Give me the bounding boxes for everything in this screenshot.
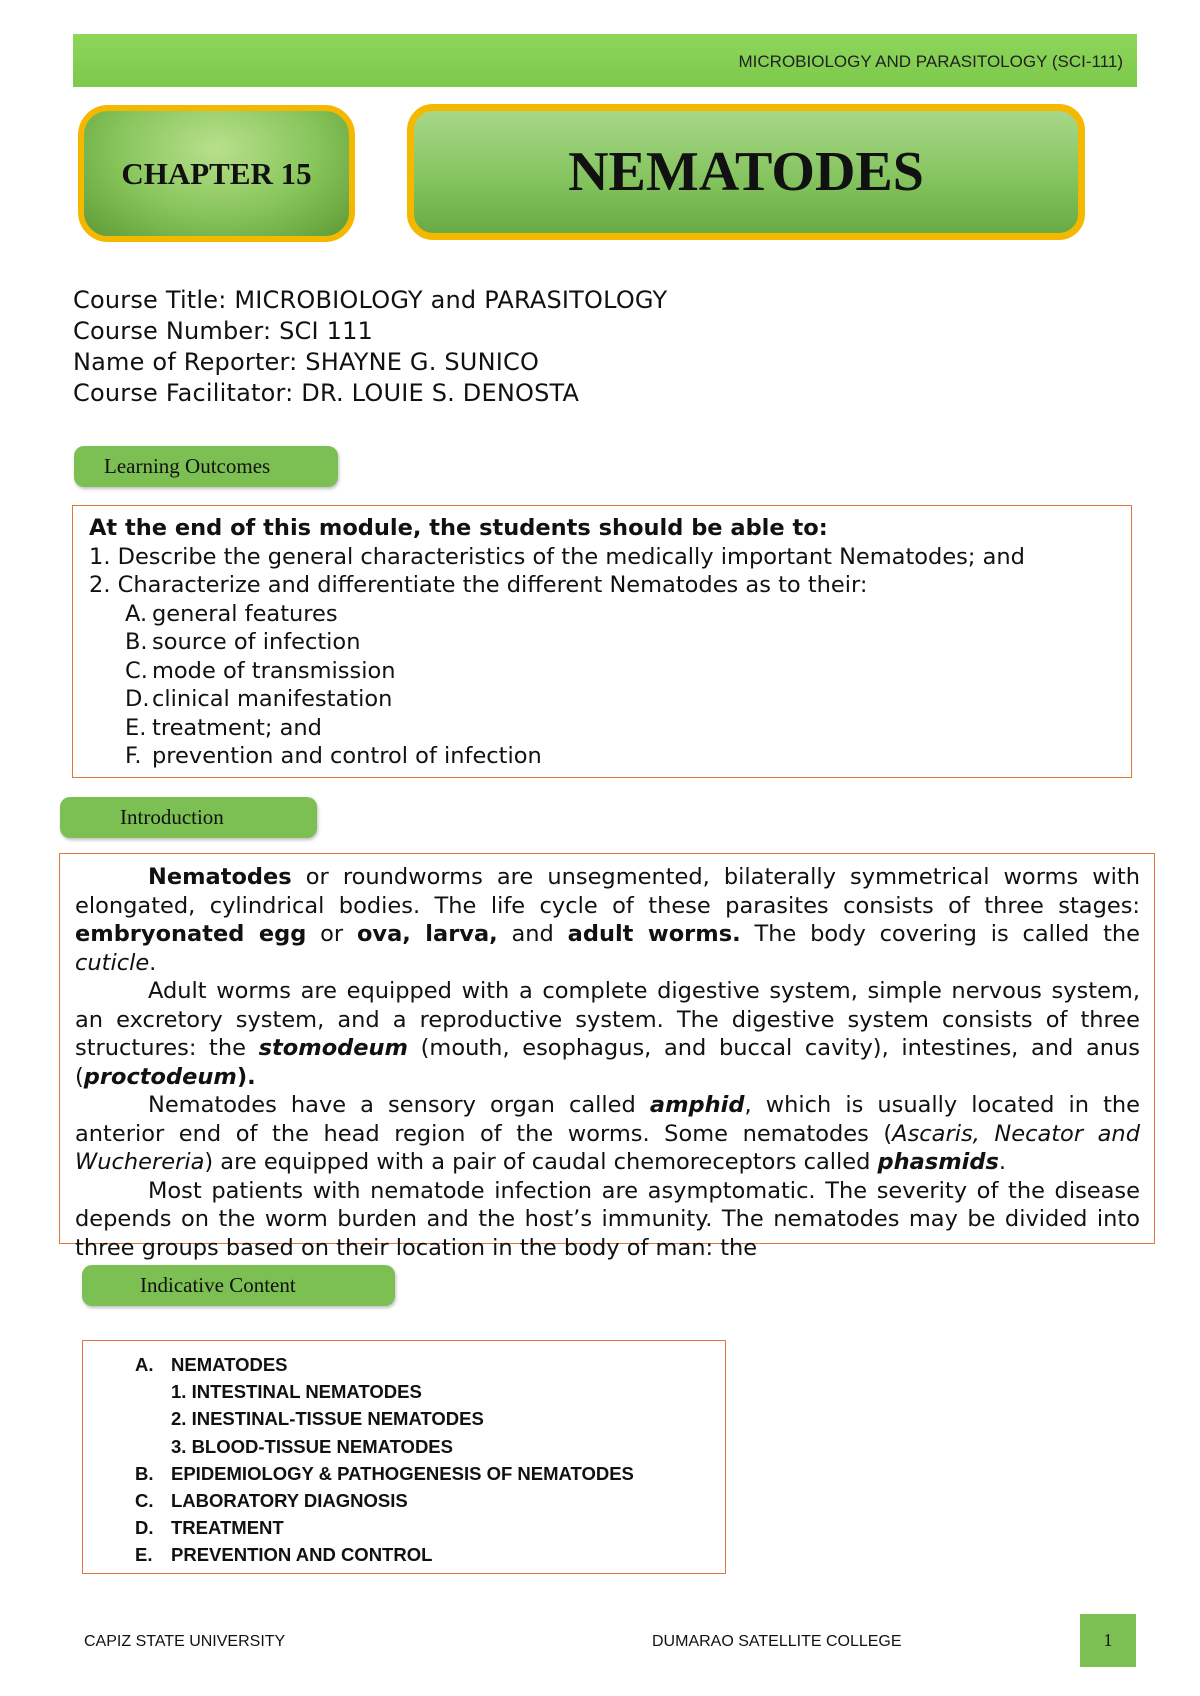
intro-paragraph-3: Nematodes have a sensory organ called amphid, which is usually located in the anterior end of the head region of the worms. Some nematodes (Ascaris, Necator and Wuchereria) are equipped with a pair of caudal chemoreceptors called phasmids.	[75, 1092, 1140, 1175]
content-item: B. EPIDEMIOLOGY & PATHOGENESIS OF NEMATODES	[135, 1462, 634, 1484]
footer-college: DUMARAO SATELLITE COLLEGE	[652, 1633, 902, 1650]
intro-paragraph-4: Most patients with nematode infection are asymptomatic. The severity of the disease depends on the worm burden and the host’s immunity. The nematodes may be divided into three groups based on their location in the body of man: the	[75, 1177, 1140, 1261]
introduction-heading	[60, 797, 317, 838]
outcome-subitem: F. prevention and control of infection	[125, 743, 542, 769]
outcome-subitem: D. clinical manifestation	[125, 686, 393, 712]
learning-outcomes-heading	[74, 446, 338, 487]
outcome-subitem: C. mode of transmission	[125, 657, 396, 684]
facilitator-line: Course Facilitator: DR. LOUIE S. DENOSTA	[73, 379, 580, 407]
learning-outcomes-heading-label: Learning Outcomes	[104, 454, 271, 478]
chapter-title-banner	[407, 104, 1085, 240]
introduction-heading-label: Introduction	[120, 805, 224, 829]
content-item: E. PREVENTION AND CONTROL	[135, 1544, 433, 1566]
outcome-item: 2. Characterize and differentiate the different Nematodes as to their:	[89, 572, 868, 598]
intro-paragraph-2: Adult worms are equipped with a complete digestive system, simple nervous system, an excretory system, and a reproductive system. The digestive system consists of three structures: the stomodeum (mouth, esophagus, and buccal cavity), intestines, and anus (proctodeum).	[75, 978, 1140, 1090]
indicative-content-box	[82, 1340, 726, 1574]
outcome-item: 1. Describe the general characteristics of the medically important Nematodes; and	[89, 543, 1025, 570]
content-item: A. NEMATODES	[135, 1354, 288, 1375]
learning-outcomes-box	[72, 505, 1132, 778]
content-subitem: 3. BLOOD-TISSUE NEMATODES	[171, 1435, 453, 1457]
content-subitem: 2. INESTINAL-TISSUE NEMATODES	[171, 1408, 484, 1430]
indicative-content-heading-label: Indicative Content	[140, 1273, 296, 1297]
content-item: C. LABORATORY DIAGNOSIS	[135, 1490, 408, 1512]
indicative-content-heading	[82, 1265, 395, 1306]
outcome-subitem: E. treatment; and	[125, 714, 322, 741]
outcomes-lead: At the end of this module, the students should be able to:	[89, 515, 828, 541]
outcome-subitem: A. general features	[125, 600, 338, 627]
chapter-label: CHAPTER 15	[121, 155, 312, 191]
course-number-line: Course Number: SCI 111	[73, 317, 374, 345]
footer-university: CAPIZ STATE UNIVERSITY	[84, 1633, 286, 1650]
introduction-box	[59, 853, 1155, 1261]
outcome-subitem: B. source of infection	[125, 629, 361, 655]
course-title-line: Course Title: MICROBIOLOGY and PARASITOLOGY	[73, 286, 668, 314]
page-number: 1	[1103, 1630, 1113, 1650]
content-item: D. TREATMENT	[135, 1517, 284, 1539]
header-title: MICROBIOLOGY AND PARASITOLOGY (SCI-111)	[738, 52, 1123, 71]
content-subitem: 1. INTESTINAL NEMATODES	[171, 1381, 422, 1403]
header-bar	[73, 34, 1137, 87]
page-number-badge	[1080, 1614, 1136, 1667]
chapter-badge	[78, 105, 355, 242]
intro-paragraph-1: Nematodes or roundworms are unsegmented, bilaterally symmetrical worms with elongated, cylindrical bodies. The life cycle of these parasites consists of three stages: embryonated egg or ova, larva, and adult worms. The body covering is called the cuticle.	[75, 864, 1141, 976]
chapter-title: NEMATODES	[568, 141, 924, 203]
reporter-line: Name of Reporter: SHAYNE G. SUNICO	[73, 348, 540, 376]
course-info	[73, 285, 667, 409]
